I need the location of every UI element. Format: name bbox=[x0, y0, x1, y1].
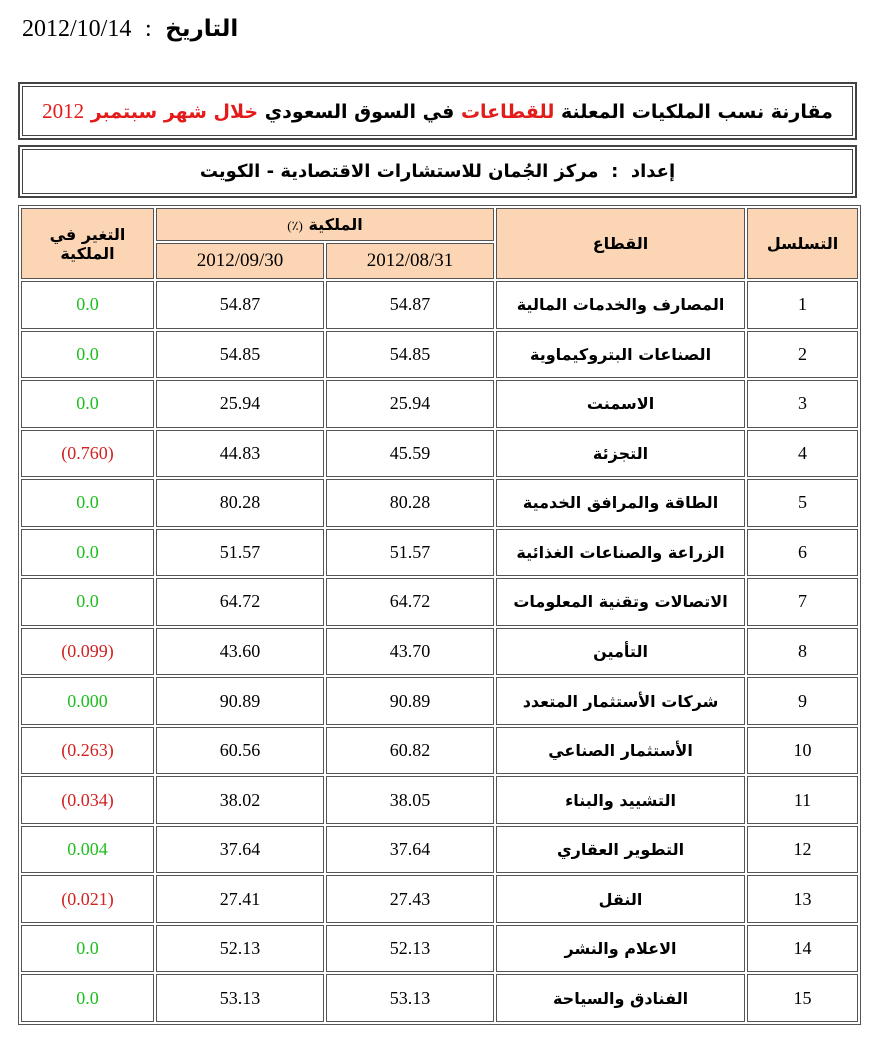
ownership-aug-cell: 64.72 bbox=[326, 578, 494, 626]
table-row bbox=[21, 677, 858, 725]
table-row bbox=[21, 380, 858, 428]
sector-cell: الفنادق والسياحة bbox=[496, 974, 745, 1022]
header-date-sep: 2012/09/30 bbox=[156, 243, 324, 279]
change-cell: 0.0 bbox=[21, 925, 154, 973]
table-row bbox=[21, 628, 858, 676]
change-cell: 0.004 bbox=[21, 826, 154, 874]
ownership-aug-cell: 53.13 bbox=[326, 974, 494, 1022]
ownership-aug-cell: 51.57 bbox=[326, 529, 494, 577]
prepared-by-value: مركز الجُمان للاستشارات الاقتصادية - الكويت bbox=[199, 161, 599, 182]
sector-cell: التأمين bbox=[496, 628, 745, 676]
header-ownership-label: الملكية bbox=[308, 215, 363, 234]
header-ownership bbox=[156, 208, 494, 241]
serial-cell: 8 bbox=[747, 628, 858, 676]
report-title bbox=[18, 82, 857, 140]
ownership-sep-cell: 64.72 bbox=[156, 578, 324, 626]
ownership-sep-cell: 60.56 bbox=[156, 727, 324, 775]
serial-cell: 4 bbox=[747, 430, 858, 478]
sector-cell: النقل bbox=[496, 875, 745, 923]
table-row bbox=[21, 776, 858, 824]
serial-cell: 15 bbox=[747, 974, 858, 1022]
ownership-aug-cell: 43.70 bbox=[326, 628, 494, 676]
ownership-sep-cell: 54.87 bbox=[156, 281, 324, 329]
table-row bbox=[21, 479, 858, 527]
prepared-by-label: إعداد bbox=[630, 161, 676, 182]
change-cell: 0.0 bbox=[21, 281, 154, 329]
sector-cell: الصناعات البتروكيماوية bbox=[496, 331, 745, 379]
prepared-by-separator: : bbox=[604, 161, 625, 182]
ownership-sep-cell: 80.28 bbox=[156, 479, 324, 527]
ownership-sep-cell: 52.13 bbox=[156, 925, 324, 973]
ownership-sep-cell: 37.64 bbox=[156, 826, 324, 874]
header-sector: القطاع bbox=[496, 208, 745, 279]
table-row bbox=[21, 875, 858, 923]
table-row bbox=[21, 529, 858, 577]
header-serial: التسلسل bbox=[747, 208, 858, 279]
serial-cell: 12 bbox=[747, 826, 858, 874]
serial-cell: 6 bbox=[747, 529, 858, 577]
change-cell: 0.0 bbox=[21, 380, 154, 428]
serial-cell: 14 bbox=[747, 925, 858, 973]
serial-cell: 1 bbox=[747, 281, 858, 329]
ownership-sep-cell: 44.83 bbox=[156, 430, 324, 478]
ownership-sep-cell: 43.60 bbox=[156, 628, 324, 676]
header-change: التغير في الملكية bbox=[21, 208, 154, 279]
title-part2: للقطاعات bbox=[460, 101, 555, 123]
serial-cell: 3 bbox=[747, 380, 858, 428]
change-cell: (0.021) bbox=[21, 875, 154, 923]
table-row bbox=[21, 727, 858, 775]
serial-cell: 13 bbox=[747, 875, 858, 923]
sector-cell: الاتصالات وتقنية المعلومات bbox=[496, 578, 745, 626]
serial-cell: 10 bbox=[747, 727, 858, 775]
ownership-aug-cell: 90.89 bbox=[326, 677, 494, 725]
sector-cell: المصارف والخدمات المالية bbox=[496, 281, 745, 329]
change-cell: 0.0 bbox=[21, 578, 154, 626]
prepared-by bbox=[18, 145, 857, 198]
ownership-sep-cell: 38.02 bbox=[156, 776, 324, 824]
ownership-aug-cell: 80.28 bbox=[326, 479, 494, 527]
change-cell: 0.0 bbox=[21, 479, 154, 527]
ownership-sep-cell: 51.57 bbox=[156, 529, 324, 577]
title-year: 2012 bbox=[42, 99, 85, 123]
change-cell: 0.0 bbox=[21, 529, 154, 577]
date-separator: : bbox=[138, 16, 158, 42]
sector-cell: الأستثمار الصناعي bbox=[496, 727, 745, 775]
sector-cell: التشييد والبناء bbox=[496, 776, 745, 824]
table-body bbox=[21, 281, 858, 1022]
change-cell: 0.000 bbox=[21, 677, 154, 725]
report-date bbox=[22, 10, 272, 46]
serial-cell: 9 bbox=[747, 677, 858, 725]
title-part1: مقارنة نسب الملكيات المعلنة bbox=[560, 101, 833, 123]
ownership-aug-cell: 54.85 bbox=[326, 331, 494, 379]
sector-cell: الزراعة والصناعات الغذائية bbox=[496, 529, 745, 577]
table-row bbox=[21, 974, 858, 1022]
ownership-aug-cell: 45.59 bbox=[326, 430, 494, 478]
date-label: التاريخ bbox=[165, 16, 239, 42]
ownership-aug-cell: 60.82 bbox=[326, 727, 494, 775]
serial-cell: 11 bbox=[747, 776, 858, 824]
sector-cell: الاسمنت bbox=[496, 380, 745, 428]
serial-cell: 5 bbox=[747, 479, 858, 527]
change-cell: (0.760) bbox=[21, 430, 154, 478]
sector-cell: الاعلام والنشر bbox=[496, 925, 745, 973]
ownership-sep-cell: 27.41 bbox=[156, 875, 324, 923]
table-row bbox=[21, 331, 858, 379]
sector-cell: التطوير العقاري bbox=[496, 826, 745, 874]
ownership-sep-cell: 54.85 bbox=[156, 331, 324, 379]
title-part3: في السوق السعودي bbox=[264, 101, 455, 123]
table-row bbox=[21, 430, 858, 478]
sector-cell: الطاقة والمرافق الخدمية bbox=[496, 479, 745, 527]
ownership-aug-cell: 25.94 bbox=[326, 380, 494, 428]
ownership-aug-cell: 54.87 bbox=[326, 281, 494, 329]
ownership-aug-cell: 52.13 bbox=[326, 925, 494, 973]
title-part4: خلال شهر سبتمبر bbox=[90, 101, 259, 123]
ownership-sep-cell: 53.13 bbox=[156, 974, 324, 1022]
change-cell: (0.034) bbox=[21, 776, 154, 824]
table-row bbox=[21, 826, 858, 874]
table-row bbox=[21, 281, 858, 329]
sector-cell: التجزئة bbox=[496, 430, 745, 478]
ownership-table bbox=[18, 205, 861, 1025]
serial-cell: 7 bbox=[747, 578, 858, 626]
change-cell: 0.0 bbox=[21, 974, 154, 1022]
ownership-aug-cell: 37.64 bbox=[326, 826, 494, 874]
date-value: 2012/10/14 bbox=[22, 16, 132, 42]
header-date-aug: 2012/08/31 bbox=[326, 243, 494, 279]
table-row bbox=[21, 925, 858, 973]
ownership-aug-cell: 38.05 bbox=[326, 776, 494, 824]
serial-cell: 2 bbox=[747, 331, 858, 379]
ownership-sep-cell: 90.89 bbox=[156, 677, 324, 725]
header-ownership-unit: (٪) bbox=[287, 218, 303, 233]
sector-cell: شركات الأستثمار المتعدد bbox=[496, 677, 745, 725]
ownership-aug-cell: 27.43 bbox=[326, 875, 494, 923]
table-row bbox=[21, 578, 858, 626]
change-cell: 0.0 bbox=[21, 331, 154, 379]
change-cell: (0.263) bbox=[21, 727, 154, 775]
ownership-sep-cell: 25.94 bbox=[156, 380, 324, 428]
change-cell: (0.099) bbox=[21, 628, 154, 676]
